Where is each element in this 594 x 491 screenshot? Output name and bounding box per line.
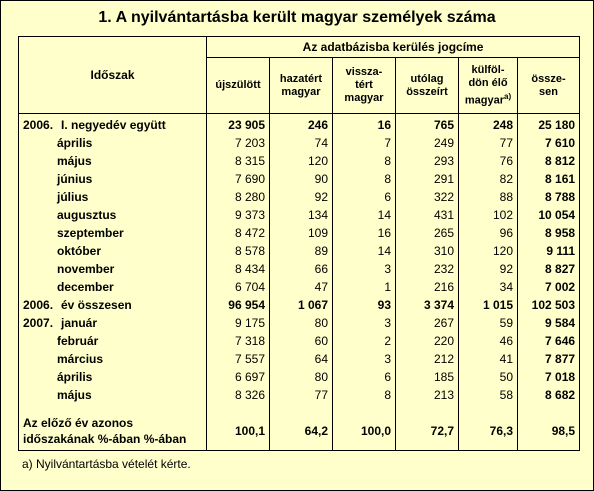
table-row bbox=[19, 350, 580, 368]
table-cell: 8 bbox=[333, 386, 396, 404]
table-cell: 8 578 bbox=[207, 242, 270, 260]
table-cell: 8 827 bbox=[518, 260, 580, 278]
row-period: március bbox=[57, 352, 104, 366]
percent-cell: 98,5 bbox=[518, 412, 580, 451]
row-year: 2006. bbox=[23, 118, 54, 132]
row-year: 2007. bbox=[23, 316, 54, 330]
table-cell: 34 bbox=[459, 278, 518, 296]
footnote: a) Nyilvántartásba vételét kérte. bbox=[22, 457, 191, 471]
table-cell: 8 bbox=[333, 152, 396, 170]
table-row bbox=[19, 242, 580, 260]
table-cell: 102 503 bbox=[518, 296, 580, 314]
table-row bbox=[19, 134, 580, 152]
column-header bbox=[396, 58, 459, 114]
table-cell: 66 bbox=[270, 260, 333, 278]
table-cell: 80 bbox=[270, 314, 333, 332]
row-label bbox=[19, 188, 207, 206]
row-period: május bbox=[57, 154, 92, 168]
table-cell: 3 bbox=[333, 260, 396, 278]
table-cell: 50 bbox=[459, 368, 518, 386]
column-header-line: magyar bbox=[281, 85, 321, 98]
table-cell: 8 788 bbox=[518, 188, 580, 206]
table-title: 1. A nyilvántartásba került magyar személyek száma bbox=[98, 9, 496, 26]
table-cell: 232 bbox=[396, 260, 459, 278]
table-cell: 6 bbox=[333, 368, 396, 386]
table-cell: 58 bbox=[459, 386, 518, 404]
table-cell: 64 bbox=[270, 350, 333, 368]
table-row bbox=[19, 278, 580, 296]
period-header: Időszak bbox=[19, 37, 207, 114]
table-cell: 8 472 bbox=[207, 224, 270, 242]
table-cell: 7 690 bbox=[207, 170, 270, 188]
column-header-line: vissza- bbox=[345, 66, 383, 78]
table-cell: 8 326 bbox=[207, 386, 270, 404]
table-cell: 23 905 bbox=[207, 114, 270, 135]
row-label bbox=[19, 114, 207, 135]
table-row bbox=[19, 368, 580, 386]
row-label bbox=[19, 134, 207, 152]
table-row bbox=[19, 170, 580, 188]
column-header-line: újszülött bbox=[215, 79, 261, 91]
table-cell: 1 015 bbox=[459, 296, 518, 314]
row-label bbox=[19, 242, 207, 260]
row-period: szeptember bbox=[57, 226, 124, 240]
row-period: február bbox=[57, 334, 99, 348]
row-period: január bbox=[61, 316, 98, 330]
table-cell: 77 bbox=[270, 386, 333, 404]
table-cell: 8 161 bbox=[518, 170, 580, 188]
row-label bbox=[19, 170, 207, 188]
table-cell: 3 374 bbox=[396, 296, 459, 314]
table-cell: 9 111 bbox=[518, 242, 580, 260]
table-cell: 6 bbox=[333, 188, 396, 206]
row-label bbox=[19, 332, 207, 350]
table-cell: 765 bbox=[396, 114, 459, 135]
table-cell: 8 434 bbox=[207, 260, 270, 278]
table-cell: 59 bbox=[459, 314, 518, 332]
row-label bbox=[19, 350, 207, 368]
table-cell: 88 bbox=[459, 188, 518, 206]
table-cell: 7 877 bbox=[518, 350, 580, 368]
column-header bbox=[270, 58, 333, 114]
table-cell: 212 bbox=[396, 350, 459, 368]
table-cell: 216 bbox=[396, 278, 459, 296]
table-cell: 6 704 bbox=[207, 278, 270, 296]
row-label bbox=[19, 296, 207, 314]
table-cell: 7 557 bbox=[207, 350, 270, 368]
table-cell: 7 318 bbox=[207, 332, 270, 350]
percent-cell: 64,2 bbox=[270, 412, 333, 451]
column-header bbox=[207, 58, 270, 114]
table-cell: 213 bbox=[396, 386, 459, 404]
table-cell: 76 bbox=[459, 152, 518, 170]
row-year: 2006. bbox=[23, 298, 54, 312]
table-cell: 8 315 bbox=[207, 152, 270, 170]
row-spacer bbox=[19, 404, 580, 412]
row-period: június bbox=[57, 172, 93, 186]
table-cell: 93 bbox=[333, 296, 396, 314]
table-cell: 120 bbox=[270, 152, 333, 170]
table-cell: 265 bbox=[396, 224, 459, 242]
table-cell: 8 812 bbox=[518, 152, 580, 170]
row-period: július bbox=[57, 190, 89, 204]
table-cell: 431 bbox=[396, 206, 459, 224]
table-cell: 9 373 bbox=[207, 206, 270, 224]
column-header-line: utólag bbox=[410, 72, 444, 85]
table-cell: 8 bbox=[333, 170, 396, 188]
table-cell: 3 bbox=[333, 314, 396, 332]
table-cell: 248 bbox=[459, 114, 518, 135]
table-cell: 7 610 bbox=[518, 134, 580, 152]
column-header bbox=[459, 58, 518, 114]
table-row bbox=[19, 260, 580, 278]
table-cell: 92 bbox=[459, 260, 518, 278]
row-period: április bbox=[57, 136, 93, 150]
table-cell: 80 bbox=[270, 368, 333, 386]
table-cell: 102 bbox=[459, 206, 518, 224]
table-row bbox=[19, 314, 580, 332]
row-period: I. negyedév együtt bbox=[61, 118, 166, 132]
table-cell: 220 bbox=[396, 332, 459, 350]
table-cell: 8 958 bbox=[518, 224, 580, 242]
row-period: május bbox=[57, 388, 92, 402]
row-period: augusztus bbox=[57, 208, 117, 222]
table-cell: 10 054 bbox=[518, 206, 580, 224]
table-cell: 3 bbox=[333, 350, 396, 368]
percent-cell: 72,7 bbox=[396, 412, 459, 451]
row-label bbox=[19, 224, 207, 242]
table-cell: 41 bbox=[459, 350, 518, 368]
table-cell: 96 954 bbox=[207, 296, 270, 314]
column-header bbox=[518, 58, 580, 114]
table-cell: 60 bbox=[270, 332, 333, 350]
table-cell: 134 bbox=[270, 206, 333, 224]
table-cell: 246 bbox=[270, 114, 333, 135]
table-cell: 14 bbox=[333, 206, 396, 224]
column-header-line: magyar bbox=[464, 94, 504, 107]
percent-cell: 100,0 bbox=[333, 412, 396, 451]
row-label bbox=[19, 368, 207, 386]
column-header-line: hazatért bbox=[279, 72, 323, 85]
row-period: április bbox=[57, 370, 93, 384]
column-header bbox=[333, 58, 396, 114]
table-cell: 9 175 bbox=[207, 314, 270, 332]
table-cell: 77 bbox=[459, 134, 518, 152]
column-header-line: dön élő bbox=[468, 76, 508, 89]
row-label bbox=[19, 386, 207, 404]
row-label bbox=[19, 314, 207, 332]
table-row bbox=[19, 206, 580, 224]
table-cell: 92 bbox=[270, 188, 333, 206]
table-cell: 6 697 bbox=[207, 368, 270, 386]
row-label bbox=[19, 206, 207, 224]
table-cell: 89 bbox=[270, 242, 333, 260]
table-cell: 7 bbox=[333, 134, 396, 152]
percent-cell: 100,1 bbox=[207, 412, 270, 451]
table-cell: 120 bbox=[459, 242, 518, 260]
table-cell: 7 018 bbox=[518, 368, 580, 386]
row-label bbox=[19, 278, 207, 296]
table-cell: 185 bbox=[396, 368, 459, 386]
row-period: év összesen bbox=[61, 298, 132, 312]
footnote-mark: a) bbox=[504, 91, 512, 101]
table-row bbox=[19, 296, 580, 314]
table-cell: 74 bbox=[270, 134, 333, 152]
table-cell: 7 203 bbox=[207, 134, 270, 152]
table-cell: 90 bbox=[270, 170, 333, 188]
table-cell: 8 682 bbox=[518, 386, 580, 404]
group-header: Az adatbázisba kerülés jogcíme bbox=[207, 37, 580, 58]
data-table bbox=[18, 36, 580, 451]
table-cell: 96 bbox=[459, 224, 518, 242]
table-cell: 109 bbox=[270, 224, 333, 242]
table-cell: 14 bbox=[333, 242, 396, 260]
column-header-line: külföl- bbox=[471, 63, 505, 76]
table-cell: 47 bbox=[270, 278, 333, 296]
table-cell: 1 067 bbox=[270, 296, 333, 314]
table-row bbox=[19, 188, 580, 206]
row-label bbox=[19, 260, 207, 278]
row-label bbox=[19, 152, 207, 170]
table-cell: 310 bbox=[396, 242, 459, 260]
table-row bbox=[19, 224, 580, 242]
table-cell: 16 bbox=[333, 224, 396, 242]
table-cell: 249 bbox=[396, 134, 459, 152]
table-cell: 7 646 bbox=[518, 332, 580, 350]
column-header-line: sen bbox=[539, 85, 558, 98]
table-row bbox=[19, 386, 580, 404]
table-cell: 267 bbox=[396, 314, 459, 332]
percent-row-label: Az előző év azonos időszakának %-ában %-ában bbox=[19, 412, 207, 451]
table-cell: 7 002 bbox=[518, 278, 580, 296]
table-cell: 9 584 bbox=[518, 314, 580, 332]
table-cell: 322 bbox=[396, 188, 459, 206]
percent-row bbox=[19, 412, 580, 451]
table-row bbox=[19, 332, 580, 350]
table-cell: 8 280 bbox=[207, 188, 270, 206]
column-header-line: magyar bbox=[344, 92, 384, 104]
table-cell: 293 bbox=[396, 152, 459, 170]
table-row bbox=[19, 152, 580, 170]
table-cell: 291 bbox=[396, 170, 459, 188]
column-header-line: tért bbox=[355, 79, 373, 91]
table-cell: 1 bbox=[333, 278, 396, 296]
table-cell: 16 bbox=[333, 114, 396, 135]
row-period: december bbox=[57, 280, 114, 294]
table-cell: 2 bbox=[333, 332, 396, 350]
table-cell: 25 180 bbox=[518, 114, 580, 135]
column-header-line: össze- bbox=[531, 72, 566, 85]
table-cell: 82 bbox=[459, 170, 518, 188]
column-header-line: összeírt bbox=[406, 85, 448, 98]
row-period: november bbox=[57, 262, 115, 276]
table-cell: 46 bbox=[459, 332, 518, 350]
percent-cell: 76,3 bbox=[459, 412, 518, 451]
row-period: október bbox=[57, 244, 102, 258]
table-row bbox=[19, 114, 580, 135]
